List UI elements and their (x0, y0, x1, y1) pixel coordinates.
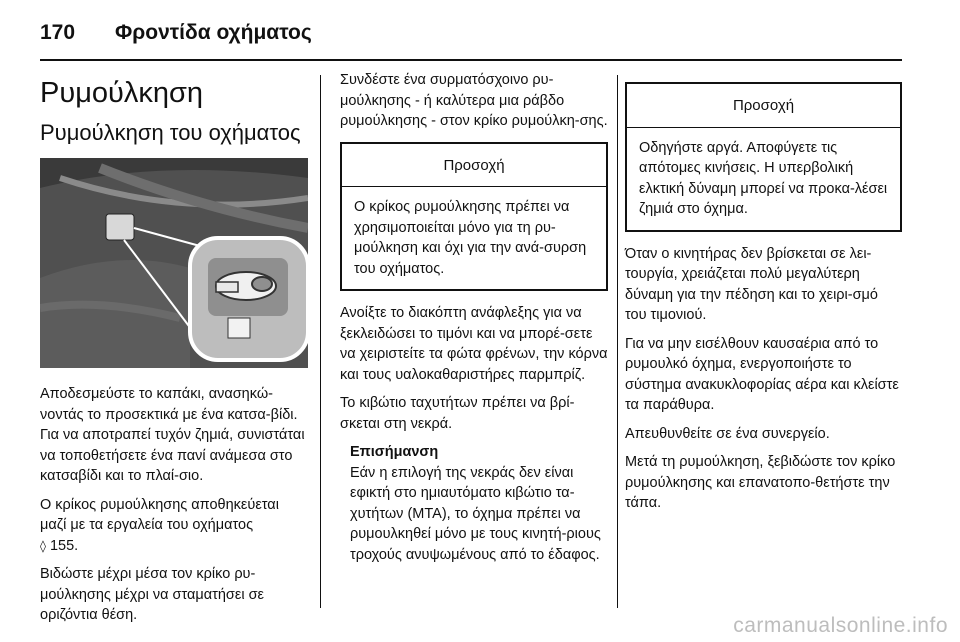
column-divider-2 (617, 75, 618, 608)
paragraph-after-towing: Μετά τη ρυμούλκηση, ξεβιδώστε τον κρίκο ρυμούλκησης και επανατοπο-θετήστε την τάπα. (625, 454, 896, 511)
column-3 (625, 82, 902, 522)
caution-text: Ο κρίκος ρυμούλκησης πρέπει να χρησιμοποιείται μόνο για τη ρυ-μούλκηση και όχι για την ανά-συρση του οχήματος. (354, 199, 587, 277)
column-divider-1 (320, 75, 321, 608)
section-subtitle: Ρυμούλκηση του οχήματος (40, 120, 301, 145)
section-title: Ρυμούλκηση (40, 77, 204, 109)
towing-eye-illustration (40, 158, 308, 368)
towing-eye-photo (40, 158, 308, 368)
paragraph-workshop: Απευθυνθείτε σε ένα συνεργείο. (625, 425, 830, 442)
chapter-title: Φροντίδα οχήματος (115, 21, 312, 44)
column-2 (340, 70, 608, 565)
caution-box-towing-eye (340, 142, 608, 292)
caution-title: Προσοχή (627, 84, 900, 128)
caution-box-driving (625, 82, 902, 232)
paragraph-remove-cover: Αποδεσμεύστε το καπάκι, ανασηκώ-νοντάς το προσεκτικά με ένα κατσα-βίδι. Για να αποτραπεί τυχόν ζημιά, συνιστάται να τοποθετήσετε ένα πανί ανάμεσα στο κατσαβίδι και το πλαί-σιο. (40, 386, 305, 484)
note-title: Επισήμανση (350, 444, 439, 460)
arrow-reference-icon: ◊ (40, 538, 46, 553)
caution-text: Οδηγήστε αργά. Αποφύγετε τις απότομες κινήσεις. Η υπερβολική ελκτική δύναμη μπορεί να προκα-λέσει ζημιά στο όχημα. (639, 139, 888, 217)
column-1 (40, 70, 308, 634)
caution-title: Προσοχή (342, 144, 606, 188)
paragraph-exhaust: Για να μην εισέλθουν καυσαέρια από το ρυμουλκό όχημα, ενεργοποιήστε το σύστημα ανακυκλοφορίας αέρα και κλείστε τα παράθυρα. (625, 335, 899, 413)
paragraph-engine-off: Όταν ο κινητήρας δεν βρίσκεται σε λει-τουργία, χρειάζεται πολύ μεγαλύτερη δύναμη για την πέδηση και το χειρι-σμό του τιμονιού. (625, 245, 878, 323)
paragraph-screw-in: Βιδώστε μέχρι μέσα τον κρίκο ρυ-μούλκησης μέχρι να σταματήσει σε οριζόντια θέση. (40, 566, 264, 623)
page-reference-number: 155. (49, 537, 79, 554)
paragraph-storage (40, 495, 308, 536)
paragraph-storage-text: Ο κρίκος ρυμούλκησης αποθηκεύεται μαζί με τα εργαλεία του οχήματος (40, 496, 279, 533)
page-header (40, 18, 312, 48)
paragraph-attach-rope: Συνδέστε ένα συρματόσχοινο ρυ-μούλκησης - ή καλύτερα μια ράβδο ρυμούλκησης - στον κρίκο ρυμούλκη-σης. (340, 72, 608, 129)
paragraph-ignition: Ανοίξτε το διακόπτη ανάφλεξης για να ξεκλειδώσει το τιμόνι και να μπορέ-σετε να χειριστείτε τα φώτα φρένων, την κόρνα και τους υαλοκαθαριστήρες παρμπρίζ. (340, 305, 608, 383)
watermark: carmanualsonline.info (733, 614, 948, 637)
page-number: 170 (40, 21, 76, 44)
page-reference[interactable] (40, 536, 308, 557)
header-rule (40, 59, 902, 61)
note-text: Εάν η επιλογή της νεκράς δεν είναι εφικτή στο ημιαυτόματο κιβώτιο τα-χυτήτων (MTA), το όχημα πρέπει να ρυμουλκηθεί μόνο με τους κινητή-ριους τροχούς ανυψωμένους από το έδαφος. (350, 464, 601, 563)
paragraph-neutral: Το κιβώτιο ταχυτήτων πρέπει να βρί-σκεται στη νεκρά. (340, 395, 575, 432)
note-block (340, 442, 608, 565)
